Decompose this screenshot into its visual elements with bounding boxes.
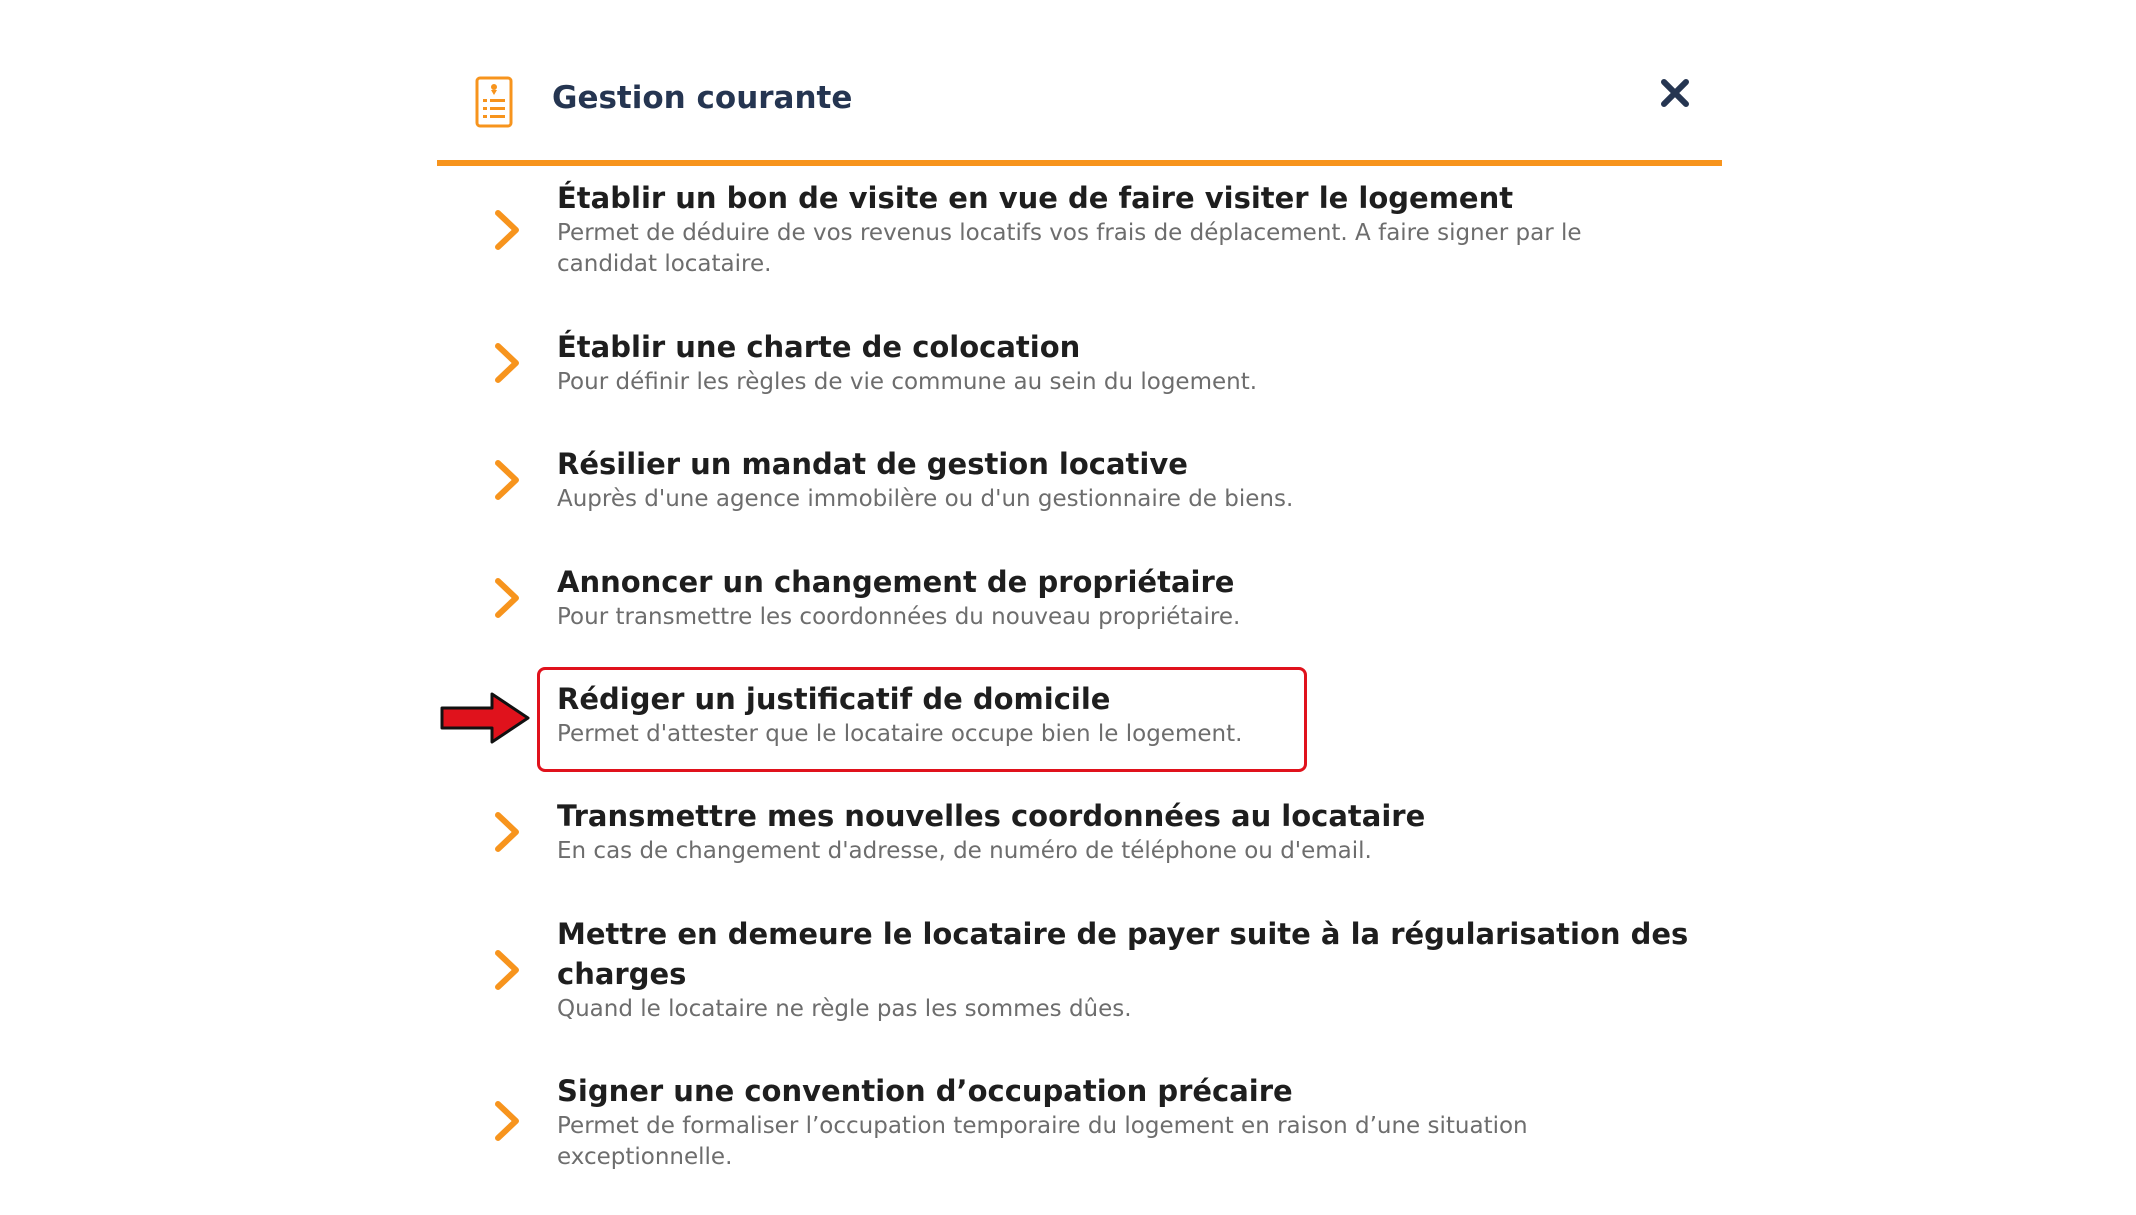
- item-title: Transmettre mes nouvelles coordonnées au locataire: [557, 799, 1426, 833]
- list-item[interactable]: [437, 914, 1722, 1034]
- item-title: Annoncer un changement de propriétaire: [557, 565, 1235, 599]
- chevron-right-icon: [493, 458, 523, 502]
- item-description: Auprès d'une agence immobilère ou d'un gestionnaire de biens.: [557, 486, 1294, 512]
- panel-header: [437, 62, 1722, 166]
- chevron-right-icon: [493, 576, 523, 620]
- chevron-right-icon: [493, 341, 523, 385]
- item-title: Signer une convention d’occupation précaire: [557, 1074, 1293, 1108]
- chevron-right-icon: [493, 810, 523, 854]
- chevron-right-icon: [493, 208, 523, 252]
- chevron-right-icon: [493, 948, 523, 992]
- item-title: Établir une charte de colocation: [557, 330, 1081, 364]
- item-title: Établir un bon de visite en vue de faire visiter le logement: [557, 181, 1514, 215]
- item-description: Permet de formaliser l’occupation temporaire du logement en raison d’une situation exceptionnelle.: [557, 1113, 1528, 1170]
- item-title: Rédiger un justificatif de domicile: [557, 682, 1111, 716]
- panel-title: Gestion courante: [552, 80, 853, 116]
- item-description: Quand le locataire ne règle pas les sommes dûes.: [557, 996, 1132, 1022]
- red-arrow-icon: [440, 690, 532, 746]
- list-item[interactable]: [437, 444, 1722, 524]
- list-item[interactable]: [437, 178, 1722, 288]
- chevron-right-icon: [493, 1099, 523, 1143]
- item-description: En cas de changement d'adresse, de numéro de téléphone ou d'email.: [557, 838, 1372, 864]
- close-icon[interactable]: [1658, 76, 1692, 110]
- item-description: Permet d'attester que le locataire occupe bien le logement.: [557, 721, 1243, 747]
- item-title: Résilier un mandat de gestion locative: [557, 447, 1188, 481]
- gestion-courante-panel: [437, 62, 1722, 166]
- list-item[interactable]: [437, 562, 1722, 642]
- document-checklist-icon: [475, 76, 513, 128]
- highlight-box: [537, 667, 1307, 772]
- list-item[interactable]: [437, 327, 1722, 407]
- item-description: Pour transmettre les coordonnées du nouveau propriétaire.: [557, 604, 1241, 630]
- list-item[interactable]: [437, 796, 1722, 876]
- list-item[interactable]: [437, 1071, 1722, 1181]
- item-title: Mettre en demeure le locataire de payer suite à la régularisation des charges: [557, 917, 1689, 991]
- item-description: Permet de déduire de vos revenus locatifs vos frais de déplacement. A faire signer par le candidat locataire.: [557, 220, 1582, 277]
- item-description: Pour définir les règles de vie commune au sein du logement.: [557, 369, 1258, 395]
